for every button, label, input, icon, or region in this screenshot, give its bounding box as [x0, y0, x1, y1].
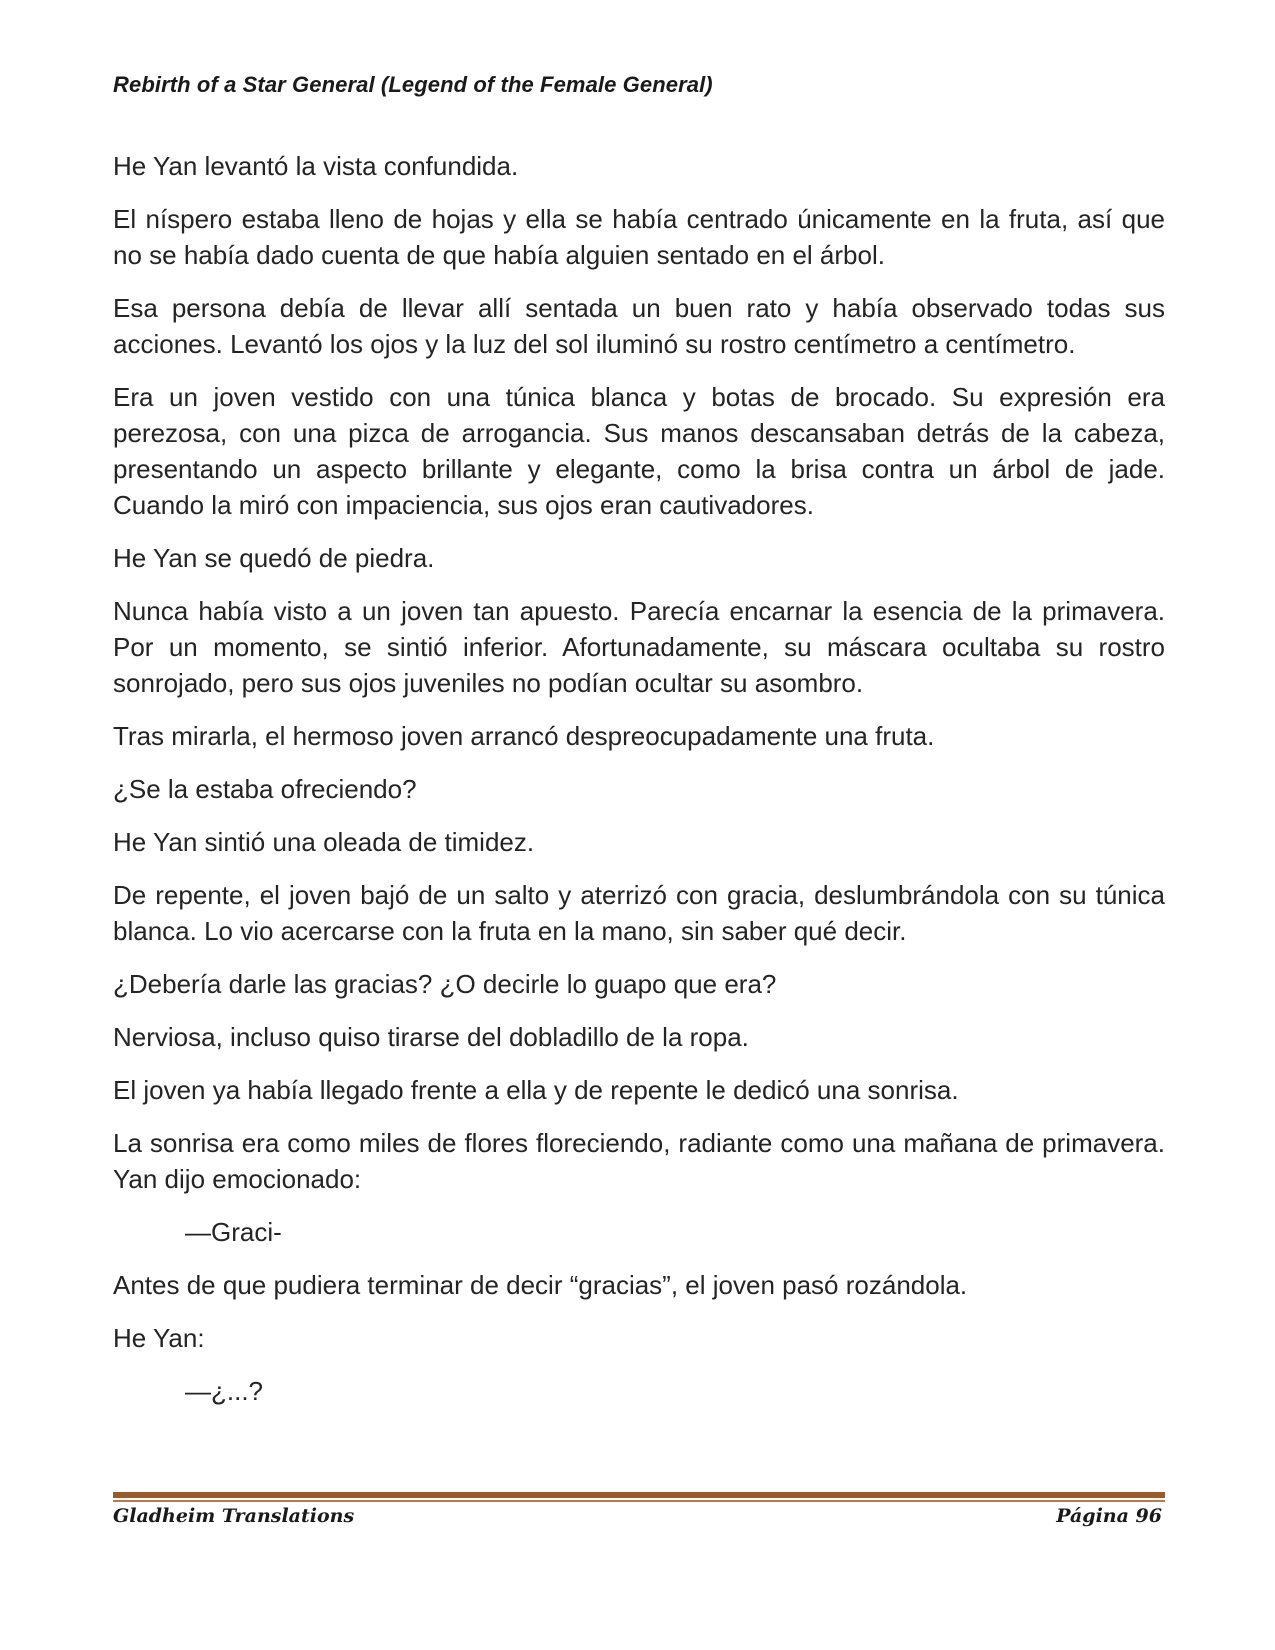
footer-page-number: Página 96: [1056, 1505, 1162, 1527]
paragraph: El níspero estaba lleno de hojas y ella se había centrado únicamente en la fruta, así que no se había dado cuenta de que había alguien sentado en el árbol.: [113, 204, 1165, 270]
dialogue-line: —¿...?: [185, 1376, 264, 1406]
footer-rule-thin: [113, 1500, 1165, 1502]
paragraph: Antes de que pudiera terminar de decir “gracias”, el joven pasó rozándola.: [113, 1270, 968, 1300]
page-header-title: Rebirth of a Star General (Legend of the Female General): [113, 72, 713, 97]
paragraph: ¿Debería darle las gracias? ¿O decirle lo guapo que era?: [113, 969, 777, 999]
paragraph: He Yan:: [113, 1323, 205, 1353]
footer-rule-thick: [113, 1492, 1165, 1498]
paragraph: El joven ya había llegado frente a ella y de repente le dedicó una sonrisa.: [113, 1075, 959, 1105]
footer-publisher: Gladheim Translations: [113, 1505, 355, 1527]
paragraph: Nerviosa, incluso quiso tirarse del dobladillo de la ropa.: [113, 1022, 749, 1052]
paragraph: De repente, el joven bajó de un salto y aterrizó con gracia, deslumbrándola con su túnica blanca. Lo vio acercarse con la fruta en la mano, sin saber qué decir.: [113, 880, 1165, 946]
paragraph: Nunca había visto a un joven tan apuesto. Parecía encarnar la esencia de la primavera. Por un momento, se sintió inferior. Afortunadamente, su máscara ocultaba su rostro sonrojado, pero sus ojos juveniles no podían ocultar su asombro.: [113, 596, 1165, 698]
paragraph: Era un joven vestido con una túnica blanca y botas de brocado. Su expresión era perezosa, con una pizca de arrogancia. Sus manos descansaban detrás de la cabeza, presentando un aspecto brillante y elegante, como la brisa contra un árbol de jade. Cuando la miró con impaciencia, sus ojos eran cautivadores.: [113, 382, 1165, 520]
paragraph: Tras mirarla, el hermoso joven arrancó despreocupadamente una fruta.: [113, 721, 935, 751]
paragraph: La sonrisa era como miles de flores floreciendo, radiante como una mañana de primavera. Yan dijo emocionado:: [113, 1128, 1165, 1194]
paragraph: Esa persona debía de llevar allí sentada un buen rato y había observado todas sus acciones. Levantó los ojos y la luz del sol iluminó su rostro centímetro a centímetro.: [113, 293, 1165, 359]
paragraph: He Yan levantó la vista confundida.: [113, 151, 519, 181]
paragraph: ¿Se la estaba ofreciendo?: [113, 774, 417, 804]
paragraph: He Yan se quedó de piedra.: [113, 543, 435, 573]
dialogue-line: —Graci-: [185, 1217, 282, 1247]
document-body: [113, 148, 1165, 1426]
paragraph: He Yan sintió una oleada de timidez.: [113, 827, 535, 857]
